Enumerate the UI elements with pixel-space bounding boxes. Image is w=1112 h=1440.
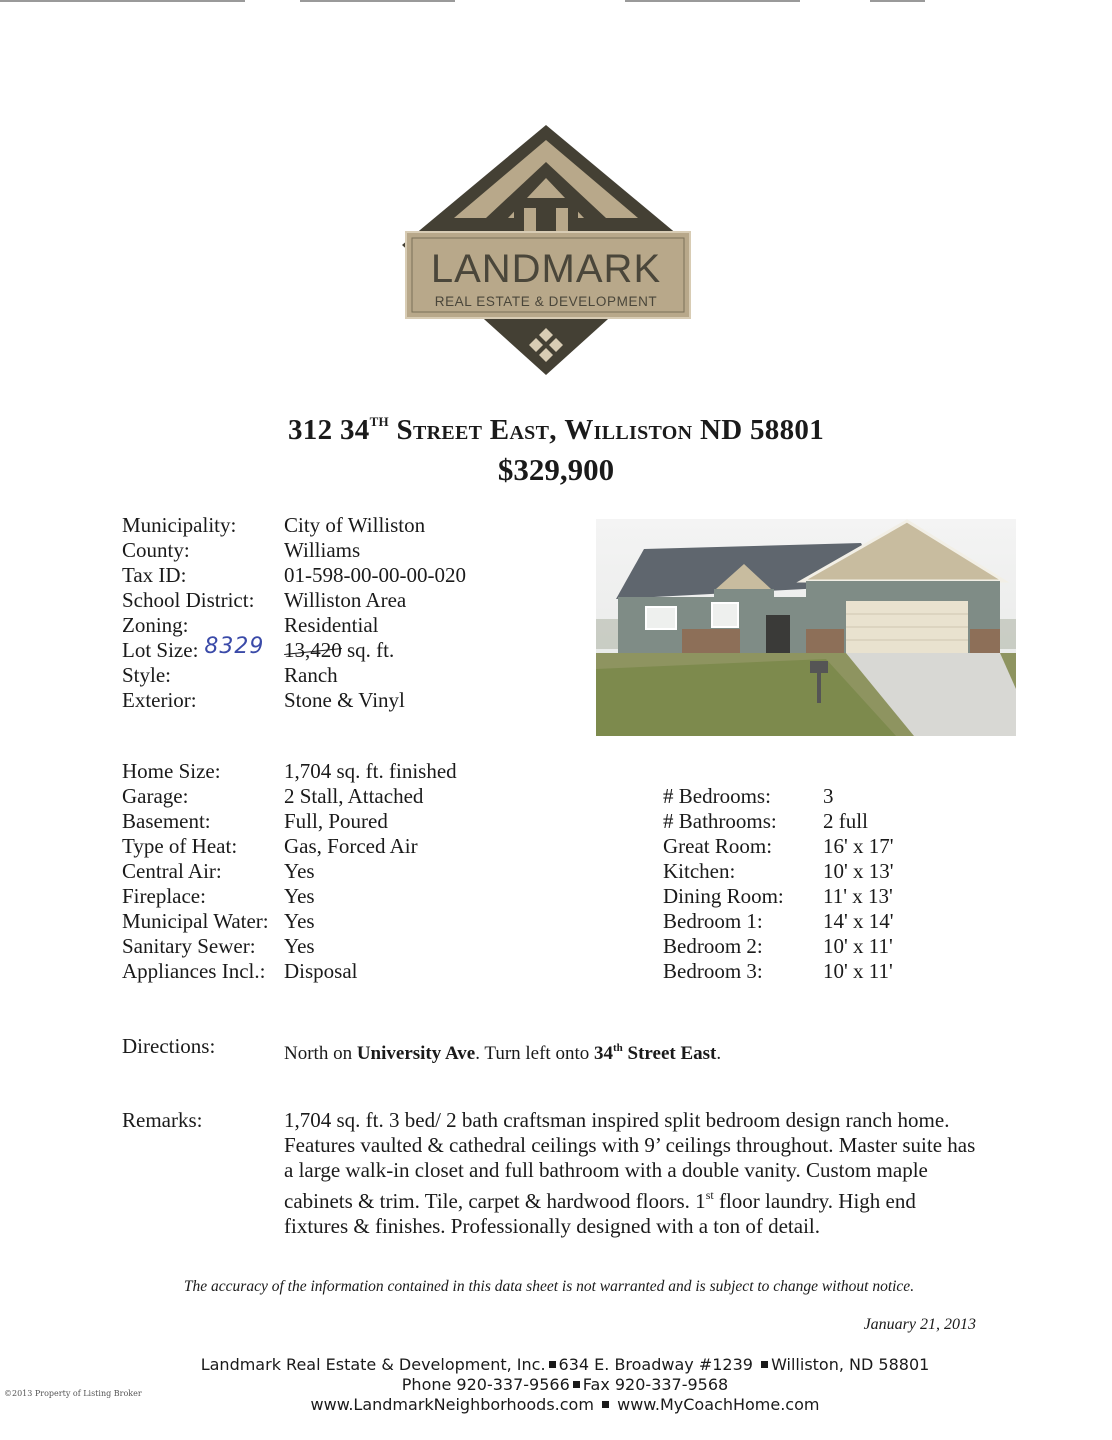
- feature-row: Fireplace: Yes: [122, 884, 315, 908]
- feature-row: Central Air: Yes: [122, 859, 315, 883]
- info-row: Tax ID: 01-598-00-00-00-020: [122, 563, 466, 587]
- directions-text: North on University Ave. Turn left onto 34th Street East.: [284, 1042, 722, 1064]
- feature-row: Garage: 2 Stall, Attached: [122, 784, 424, 808]
- website-link[interactable]: www.MyCoachHome.com: [617, 1395, 820, 1414]
- bullet-square-icon: [573, 1381, 580, 1388]
- disclaimer: The accuracy of the information contained in this data sheet is not warranted and is subject to change without notice.: [183, 1278, 915, 1295]
- listing-price: $329,900: [497, 452, 615, 487]
- room-row: Kitchen: 10' x 13': [663, 859, 894, 883]
- house-photo: [596, 519, 1016, 736]
- struck-lot-size: 13,420: [284, 638, 342, 662]
- footer-websites: [0, 1395, 1112, 1415]
- landmark-logo: [398, 120, 698, 380]
- room-row: Great Room: 16' x 17': [663, 834, 894, 858]
- info-row: Style: Ranch: [122, 663, 338, 687]
- bullet-square-icon: [761, 1361, 768, 1368]
- scan-line: [300, 0, 455, 2]
- room-row: # Bedrooms: 3: [663, 784, 834, 808]
- room-row: Bedroom 3: 10' x 11': [663, 959, 893, 983]
- bullet-square-icon: [602, 1401, 609, 1408]
- info-row: Exterior: Stone & Vinyl: [122, 688, 405, 712]
- scan-line: [0, 0, 245, 2]
- directions-label: Directions:: [122, 1034, 216, 1058]
- footer-address: Landmark Real Estate & Development, Inc. 634 E. Broadway #1239 Williston, ND 58801: [200, 1355, 930, 1374]
- scan-line: [870, 0, 925, 2]
- info-row: School District: Williston Area: [122, 588, 407, 612]
- room-row: # Bathrooms: 2 full: [663, 809, 868, 833]
- room-row: Bedroom 2: 10' x 11': [663, 934, 893, 958]
- scan-line: [625, 0, 800, 2]
- footer-phone: Phone 920-337-9566 Fax 920-337-9568: [401, 1375, 729, 1394]
- feature-row: Home Size: 1,704 sq. ft. finished: [122, 759, 457, 783]
- feature-row: Type of Heat: Gas, Forced Air: [122, 834, 418, 858]
- property-info-list: [122, 513, 466, 713]
- info-row-lot-size: Lot Size: 8329 13,420 sq. ft.: [122, 634, 395, 662]
- rooms-list: [663, 784, 894, 984]
- logo-name: LANDMARK: [430, 247, 662, 291]
- remarks-text: 1,704 sq. ft. 3 bed/ 2 bath craftsman inspired split bedroom design ranch home. Features vaulted & cathedral ceilings with 9’ ceilings throughout. Master suite has a large walk-in closet and full bathroom with a double vanity. Custom maple cabinets & trim. Tile, carpet & hardwood floors. 1st floor laundry. High end fixtures & finishes. Professionally designed with a ton of detail.: [284, 1108, 976, 1238]
- remarks-label: Remarks:: [122, 1108, 203, 1132]
- bullet-square-icon: [549, 1361, 556, 1368]
- room-row: Bedroom 1: 14' x 14': [663, 909, 894, 933]
- info-row: County: Williams: [122, 538, 361, 562]
- home-features-list: [122, 759, 457, 984]
- feature-row: Basement: Full, Poured: [122, 809, 388, 833]
- feature-row: Municipal Water: Yes: [122, 909, 315, 933]
- watermark: ©2013 Property of Listing Broker: [4, 1389, 142, 1398]
- logo-tagline: REAL ESTATE & DEVELOPMENT: [434, 294, 658, 309]
- website-link[interactable]: www.LandmarkNeighborhoods.com: [310, 1395, 594, 1414]
- feature-row: Sanitary Sewer: Yes: [122, 934, 315, 958]
- feature-row: Appliances Incl.: Disposal: [122, 959, 358, 983]
- room-row: Dining Room: 11' x 13': [663, 884, 893, 908]
- handwritten-lot-size: 8329: [204, 634, 265, 659]
- sheet-date: January 21, 2013: [863, 1316, 976, 1333]
- info-row: Zoning: Residential: [122, 613, 379, 637]
- property-address: 312 34TH Street East, Williston ND 58801: [288, 414, 824, 446]
- info-row: Municipality: City of Williston: [122, 513, 426, 537]
